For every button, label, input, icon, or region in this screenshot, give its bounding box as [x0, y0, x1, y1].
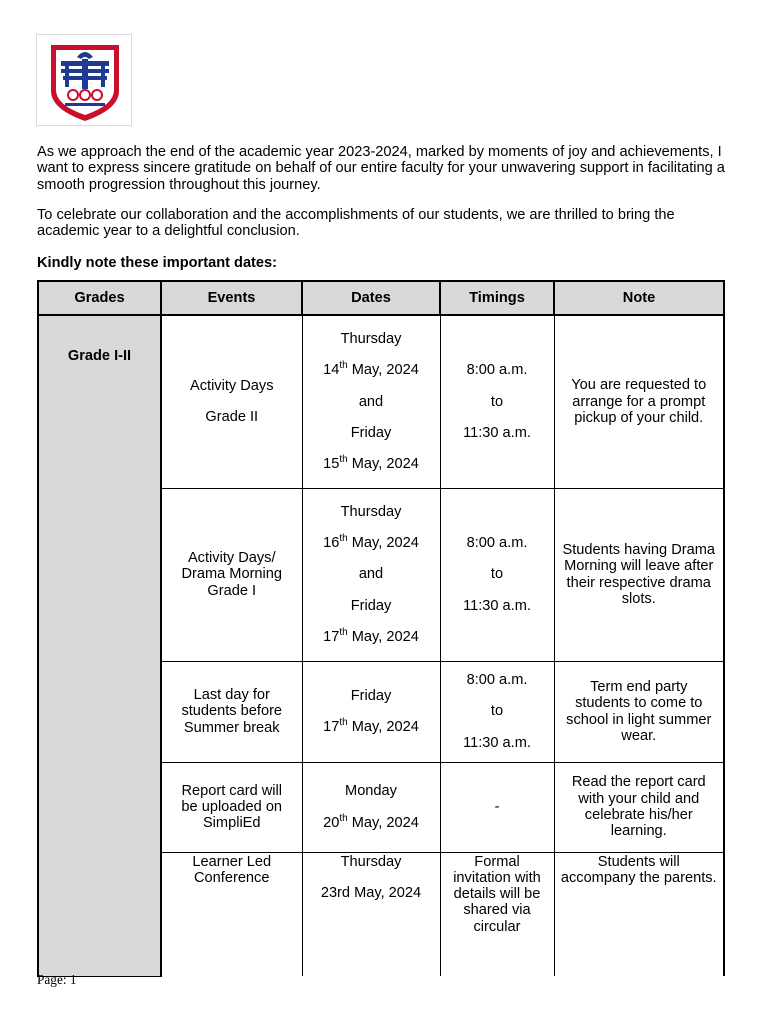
event-cell: Learner Led Conference [161, 852, 302, 976]
event-cell: Activity Days/ Drama Morning Grade I [161, 488, 302, 661]
event-cell: Report card will be uploaded on SimpliEd [161, 762, 302, 852]
header-timings: Timings [440, 281, 554, 315]
timing-cell: Formal invitation with details will be shared via circular [440, 852, 554, 976]
timing-cell: 8:00 a.m. to 11:30 a.m. [440, 488, 554, 661]
event-cell: Activity Days Grade II [161, 315, 302, 488]
grade-cell: Grade I-II [38, 315, 161, 976]
note-cell: Term end party students to come to school in light summer wear. [554, 661, 724, 762]
school-logo [36, 34, 132, 126]
note-cell: Students will accompany the parents. [554, 852, 724, 976]
header-note: Note [554, 281, 724, 315]
crest-icon [37, 35, 133, 127]
page-number: Page: 1 [37, 972, 77, 987]
timing-cell: 8:00 a.m. to 11:30 a.m. [440, 661, 554, 762]
date-cell: Monday 20th May, 2024 [302, 762, 440, 852]
schedule-table [37, 280, 725, 977]
note-cell: Read the report card with your child and celebrate his/her learning. [554, 762, 724, 852]
date-cell: Thursday 14th May, 2024 and Friday 15th May, 2024 [302, 315, 440, 488]
dates-heading: Kindly note these important dates: [37, 255, 278, 271]
timing-cell: - [440, 762, 554, 852]
timing-cell: 8:00 a.m. to 11:30 a.m. [440, 315, 554, 488]
table-row [38, 315, 724, 488]
note-cell: You are requested to arrange for a prompt pickup of your child. [554, 315, 724, 488]
header-dates: Dates [302, 281, 440, 315]
table-header-row [38, 281, 724, 315]
intro-paragraph-1: As we approach the end of the academic year 2023-2024, marked by moments of joy and achievements, I want to express sincere gratitude on behalf of our entire faculty for your unwavering support in facilitating a smooth progression throughout this journey. [37, 144, 725, 193]
date-cell: Thursday 23rd May, 2024 [302, 852, 440, 976]
event-cell: Last day for students before Summer break [161, 661, 302, 762]
header-grades: Grades [38, 281, 161, 315]
date-cell: Thursday 16th May, 2024 and Friday 17th May, 2024 [302, 488, 440, 661]
note-cell: Students having Drama Morning will leave after their respective drama slots. [554, 488, 724, 661]
header-events: Events [161, 281, 302, 315]
date-cell: Friday 17th May, 2024 [302, 661, 440, 762]
intro-paragraph-2: To celebrate our collaboration and the accomplishments of our students, we are thrilled to bring the academic year to a delightful conclusion. [37, 207, 675, 240]
